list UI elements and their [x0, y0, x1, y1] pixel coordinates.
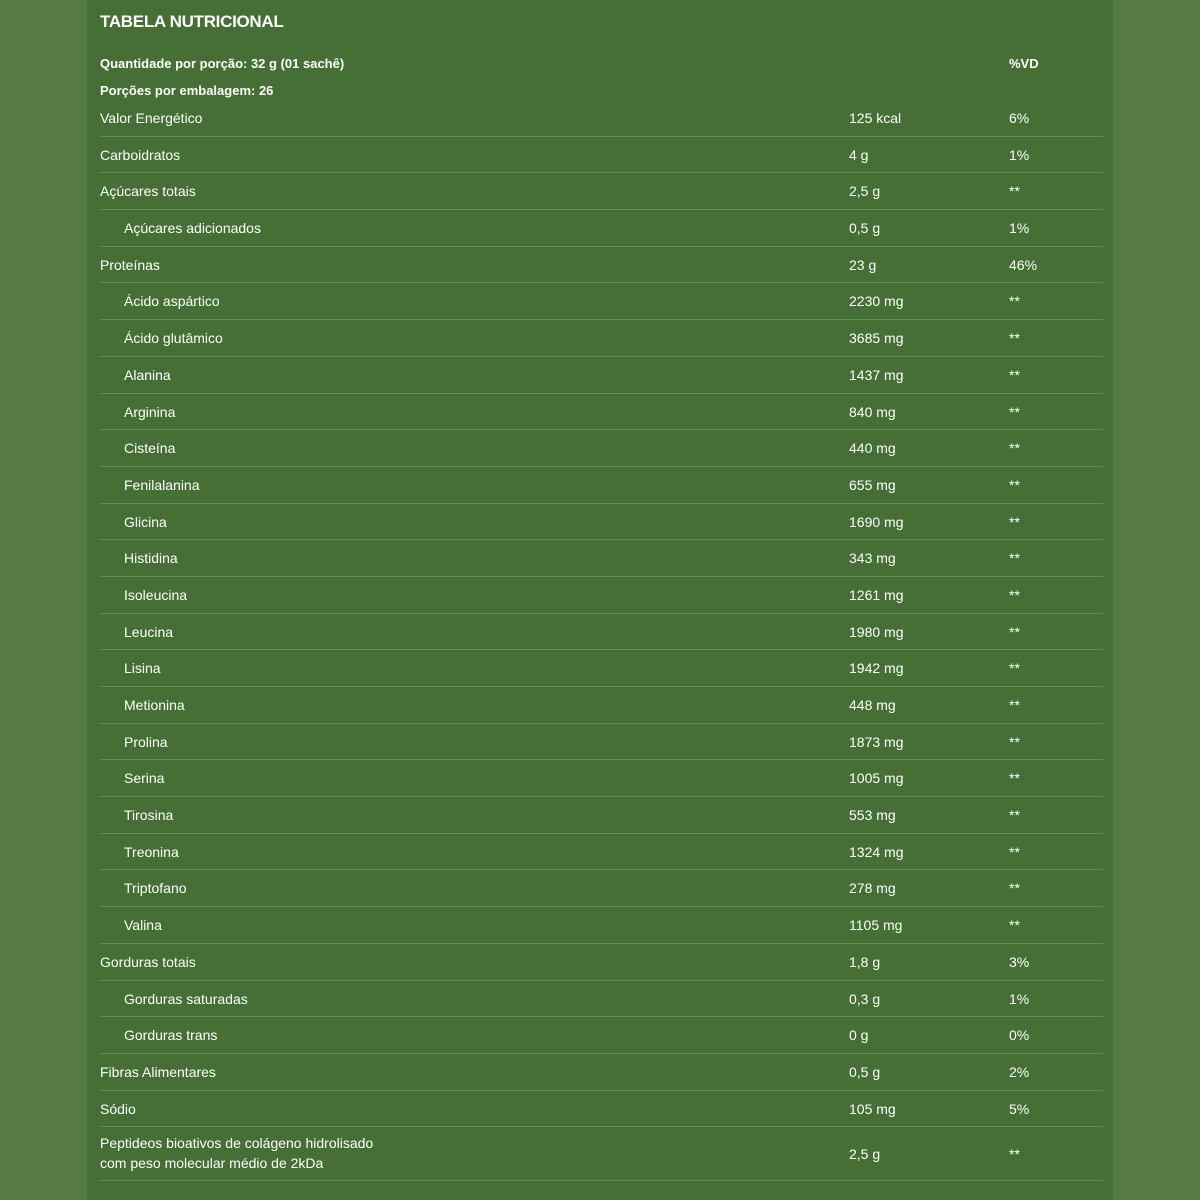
nutrient-amount: 2,5 g: [849, 183, 881, 200]
nutrient-vd: 5%: [1009, 1100, 1030, 1117]
table-row: [100, 247, 1103, 284]
servings-per-package: Porções por embalagem: 26: [100, 83, 274, 98]
nutrient-vd: **: [1009, 697, 1020, 713]
nutrient-name: Açúcares totais: [100, 183, 196, 200]
nutrient-vd: **: [1009, 660, 1020, 677]
table-row: [100, 1017, 1103, 1054]
nutrient-amount: 23 g: [849, 256, 877, 273]
nutrient-vd: **: [1009, 770, 1020, 787]
nutrient-vd: 1%: [1009, 990, 1030, 1007]
nutrient-vd: **: [1009, 440, 1020, 457]
table-row: [100, 100, 1103, 137]
nutrient-vd: **: [1009, 733, 1020, 750]
table-row: [100, 687, 1103, 724]
nutrient-amount: 1437 mg: [849, 366, 904, 383]
nutrient-vd: **: [1009, 476, 1020, 493]
nutrient-name: Lisina: [124, 660, 161, 677]
nutrient-amount: 278 mg: [849, 880, 896, 897]
nutrient-name: Açúcares adicionados: [124, 220, 261, 237]
nutrient-amount: 0 g: [849, 1027, 869, 1044]
nutrient-name: Valor Energético: [100, 110, 203, 126]
nutrient-name: Fenilalanina: [124, 476, 200, 493]
table-row: [100, 907, 1103, 944]
table-row: [100, 760, 1103, 797]
nutrient-amount: 440 mg: [849, 440, 896, 457]
nutrient-rows: [100, 100, 1103, 1181]
nutrient-vd: **: [1009, 807, 1020, 824]
nutrient-name: Fibras Alimentares: [100, 1063, 216, 1080]
nutrient-amount: 1105 mg: [849, 917, 903, 934]
table-row: [100, 173, 1103, 210]
nutrient-name: Isoleucina: [124, 586, 188, 603]
table-row: [100, 320, 1103, 357]
table-row: [100, 430, 1103, 467]
nutrient-name: Serina: [124, 770, 165, 787]
nutrient-vd: **: [1009, 917, 1020, 934]
nutrient-amount: 1942 mg: [849, 660, 904, 677]
nutrient-amount: 655 mg: [849, 476, 896, 493]
table-row: [100, 394, 1103, 431]
nutrient-vd: 3%: [1009, 953, 1030, 970]
vd-header: %VD: [1009, 56, 1039, 71]
nutrient-amount: 0,5 g: [849, 220, 881, 237]
nutrient-amount: 1324 mg: [849, 843, 904, 860]
nutrient-amount: 4 g: [849, 146, 869, 163]
nutrient-name: Ácido aspártico: [124, 293, 220, 310]
nutrient-vd: 6%: [1009, 110, 1030, 126]
nutrient-name: Gorduras totais: [100, 953, 196, 970]
table-row: [100, 357, 1103, 394]
nutrient-amount: 1261 mg: [849, 586, 904, 603]
nutrient-name: Ácido glutâmico: [124, 330, 223, 347]
nutrient-vd: **: [1009, 330, 1020, 347]
serving-size: Quantidade por porção: 32 g (01 sachê): [100, 56, 345, 71]
nutrient-amount: 1005 mg: [849, 770, 904, 787]
nutrient-amount: 105 mg: [849, 1100, 896, 1117]
nutrient-name: Gorduras trans: [124, 1027, 218, 1044]
table-row: [100, 1054, 1103, 1091]
nutrient-amount: 125 kcal: [849, 110, 902, 126]
nutrient-vd: 1%: [1009, 220, 1030, 237]
nutrient-vd: **: [1009, 550, 1020, 567]
table-row: [100, 981, 1103, 1018]
nutrient-vd: **: [1009, 366, 1020, 383]
nutrient-vd: **: [1009, 513, 1020, 530]
table-row: [100, 467, 1103, 504]
table-row: [100, 577, 1103, 614]
nutrient-amount: 0,5 g: [849, 1063, 881, 1080]
nutrient-amount: 1873 mg: [849, 733, 904, 750]
table-row: [100, 137, 1103, 174]
nutrient-amount: 0,3 g: [849, 990, 881, 1007]
table-row: [100, 540, 1103, 577]
nutrient-vd: **: [1009, 623, 1020, 640]
nutrient-name: Proteínas: [100, 256, 160, 273]
nutrient-name: Glicina: [124, 513, 167, 530]
nutrient-amount: 1980 mg: [849, 623, 904, 640]
nutrient-amount: 553 mg: [849, 807, 896, 824]
nutrient-name: Sódio: [100, 1100, 136, 1117]
nutrient-vd: **: [1009, 293, 1020, 310]
table-row: [100, 614, 1103, 651]
nutrient-name: Triptofano: [124, 880, 187, 897]
nutrient-name: Arginina: [124, 403, 176, 420]
table-row: [100, 834, 1103, 871]
table-row: [100, 210, 1103, 247]
table-row: [100, 944, 1103, 981]
nutrient-amount: 448 mg: [849, 697, 896, 713]
table-row-collagen-peptides: [100, 1127, 1103, 1181]
table-row: [100, 1091, 1103, 1128]
nutrient-amount: 840 mg: [849, 403, 896, 420]
nutrient-name: Gorduras saturadas: [124, 990, 248, 1007]
nutrient-name: Leucina: [124, 623, 174, 640]
nutrient-name: Peptideos bioativos de colágeno hidrolisado com peso molecular médio de 2kDa: [100, 1135, 374, 1172]
nutrient-name: Cisteína: [124, 440, 176, 457]
nutrient-vd: **: [1009, 880, 1020, 897]
nutrient-amount: 1690 mg: [849, 513, 904, 530]
table-title: TABELA NUTRICIONAL: [100, 12, 284, 31]
nutrient-vd: 46%: [1009, 256, 1038, 273]
nutrient-name: Treonina: [124, 843, 179, 860]
nutrient-amount: 3685 mg: [849, 330, 904, 347]
table-row: [100, 650, 1103, 687]
nutrient-name: Tirosina: [124, 807, 174, 824]
nutrient-amount: 2230 mg: [849, 293, 904, 310]
nutrient-name: Alanina: [124, 366, 171, 383]
table-row: [100, 797, 1103, 834]
nutrient-vd: **: [1009, 183, 1020, 200]
nutrient-amount: 2,5 g: [849, 1146, 881, 1163]
nutrient-vd: 2%: [1009, 1063, 1030, 1080]
nutrient-amount: 343 mg: [849, 550, 896, 567]
nutrient-name: Valina: [124, 917, 162, 934]
nutrient-name: Histidina: [124, 550, 178, 567]
table-row: [100, 504, 1103, 541]
table-row: [100, 724, 1103, 761]
table-row: [100, 283, 1103, 320]
nutrient-amount: 1,8 g: [849, 953, 881, 970]
nutrient-vd: 1%: [1009, 146, 1030, 163]
nutrient-name: Prolina: [124, 733, 168, 750]
nutrient-vd: **: [1009, 843, 1020, 860]
nutrient-vd: **: [1009, 403, 1020, 420]
table-row: [100, 870, 1103, 907]
nutrient-vd: **: [1009, 1146, 1020, 1163]
nutrient-name: Carboidratos: [100, 146, 181, 163]
nutrient-vd: **: [1009, 586, 1020, 603]
nutrient-vd: 0%: [1009, 1027, 1030, 1044]
nutrient-name: Metionina: [124, 697, 185, 713]
